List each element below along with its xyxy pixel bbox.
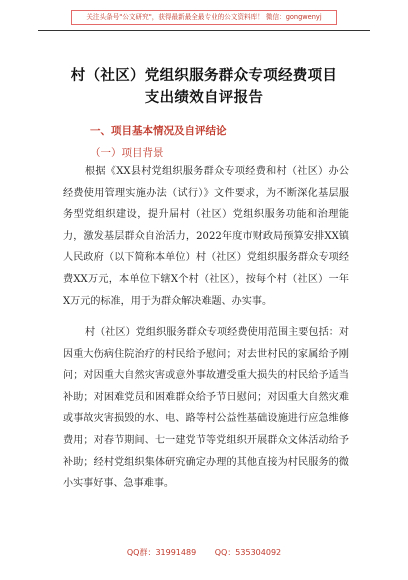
paragraph-usage-scope: 村（社区）党组织服务群众专项经费使用范围主要包括：对因重大伤病住院治疗的村民给予慰问；对去世村民的家属给予刚问；对因重大自然灾害或意外事故遭受重大损失的村民给予适当补助；对困难党员和困难群众给予节日慰问；对因重大自然灾难或事故灾害损毁的水、电、路等村公益性基础设施进行应急维修费用；对春节期间、七一建党节等党组织开展群众文体活动给予补助；经村党组织集体研究确定办理的其他直接为村民服务的微小实事好事、急事难事。	[63, 327, 349, 490]
header-banner: 关注头条号"公文研究"，获得最新最全最专业的公文资料库！ 微信：gongwenyj	[71, 10, 337, 25]
section-heading: 一、项目基本情况及自评结论	[90, 125, 227, 137]
paragraph-background: 根据《XX县村党组织服务群众专项经费和村（社区）办公经费使用管理实施办法（试行）》文件要求，为不断深化基层服务型党组织建设，提升届村（社区）党组织服务功能和治理能力，激发基层群众自治活力，2022年度市财政局预算安排XX镇人民政府（以下简称本单位）村（社区）党组织服务群众专项经费XX万元，本单位下辖X个村（社区），按每个村（社区）一年X万元的标准，用于为群众解决难题、办实事。	[63, 166, 349, 307]
subsection-heading: （一）项目背景	[90, 147, 164, 159]
footer-qq-group: QQ群：31991489	[126, 548, 197, 557]
document-title-line-1: 村（社区）党组织服务群众专项经费项目	[70, 68, 338, 84]
header-divider	[38, 30, 370, 31]
footer-contact	[0, 547, 408, 558]
document-title-line-2: 支出绩效自评报告	[144, 90, 264, 106]
footer-qq: QQ：535304092	[214, 548, 282, 557]
